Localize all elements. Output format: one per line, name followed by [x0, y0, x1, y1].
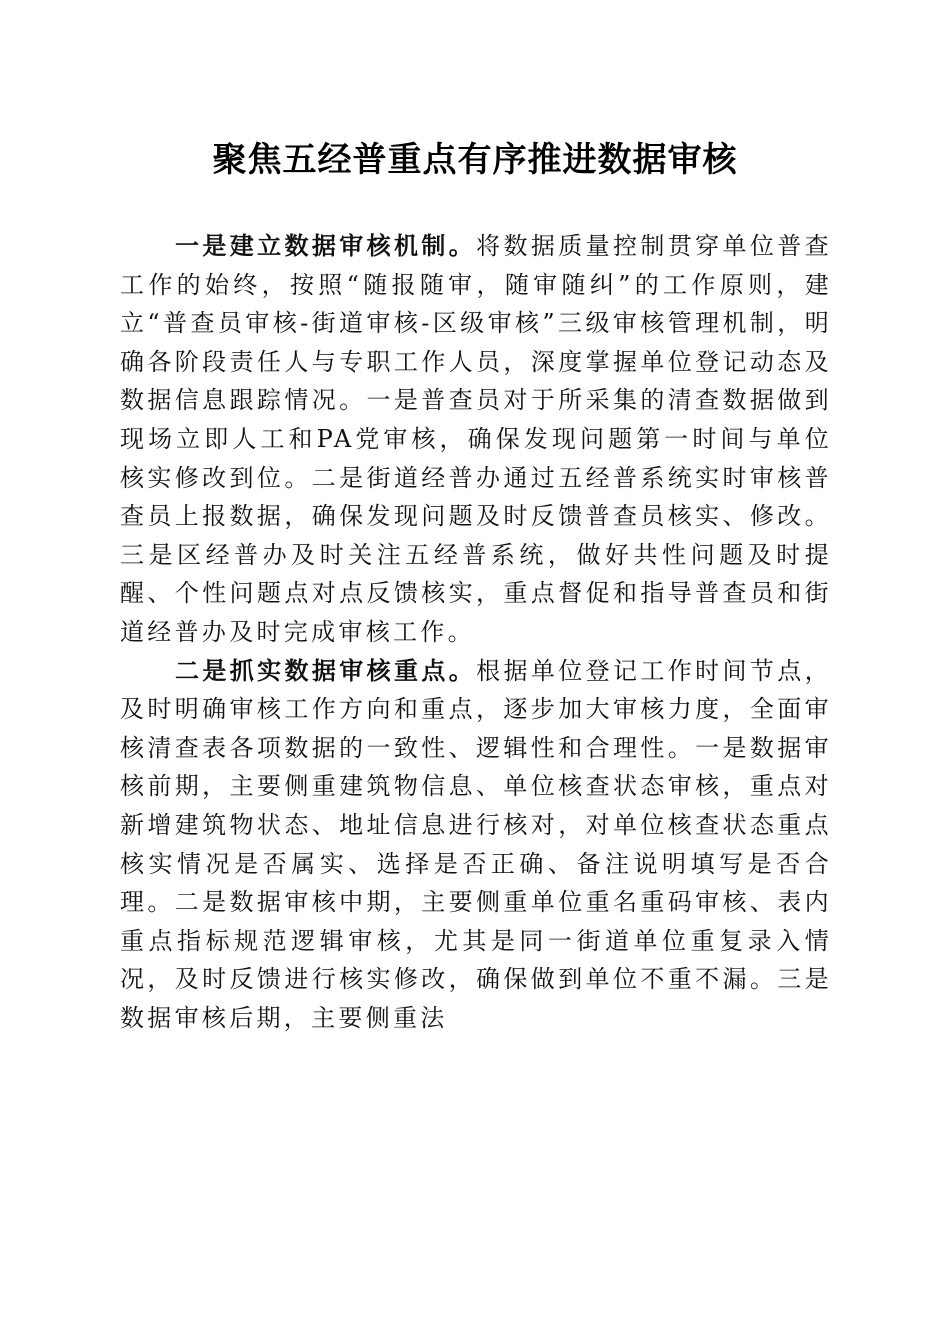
- paragraph-2-text: 根据单位登记工作时间节点，及时明确审核工作方向和重点，逐步加大审核力度，全面审核清查表各项数据的一致性、逻辑性和合理性。一是数据审核前期，主要侧重建筑物信息、单位核查状态审核，重点对新增建筑物状态、地址信息进行核对，对单位核查状态重点核实情况是否属实、选择是否正确、备注说明填写是否合理。二是数据审核中期，主要侧重单位重名重码审核、表内重点指标规范逻辑审核，尤其是同一街道单位重复录入情况，及时反馈进行核实修改，确保做到单位不重不漏。三是数据审核后期，主要侧重法: [120, 656, 832, 1032]
- document-title: 聚焦五经普重点有序推进数据审核: [212, 140, 738, 180]
- paragraph-2: [120, 652, 832, 1038]
- document-body: [120, 227, 832, 1037]
- paragraph-1: [120, 227, 832, 652]
- paragraph-1-lead: 一是建立数据审核机制。: [175, 231, 477, 260]
- paragraph-1-text: 将数据质量控制贯穿单位普查工作的始终，按照“随报随审，随审随纠”的工作原则，建立“普查员审核-街道审核-区级审核”三级审核管理机制，明确各阶段责任人与专职工作人员，深度掌握单位登记动态及数据信息跟踪情况。一是普查员对于所采集的清查数据做到现场立即人工和PA党审核，确保发现问题第一时间与单位核实修改到位。二是街道经普办通过五经普系统实时审核普查员上报数据，确保发现问题及时反馈普查员核实、修改。三是区经普办及时关注五经普系统，做好共性问题及时提醒、个性问题点对点反馈核实，重点督促和指导普查员和街道经普办及时完成审核工作。: [120, 232, 832, 646]
- paragraph-2-lead: 二是抓实数据审核重点。: [175, 655, 477, 685]
